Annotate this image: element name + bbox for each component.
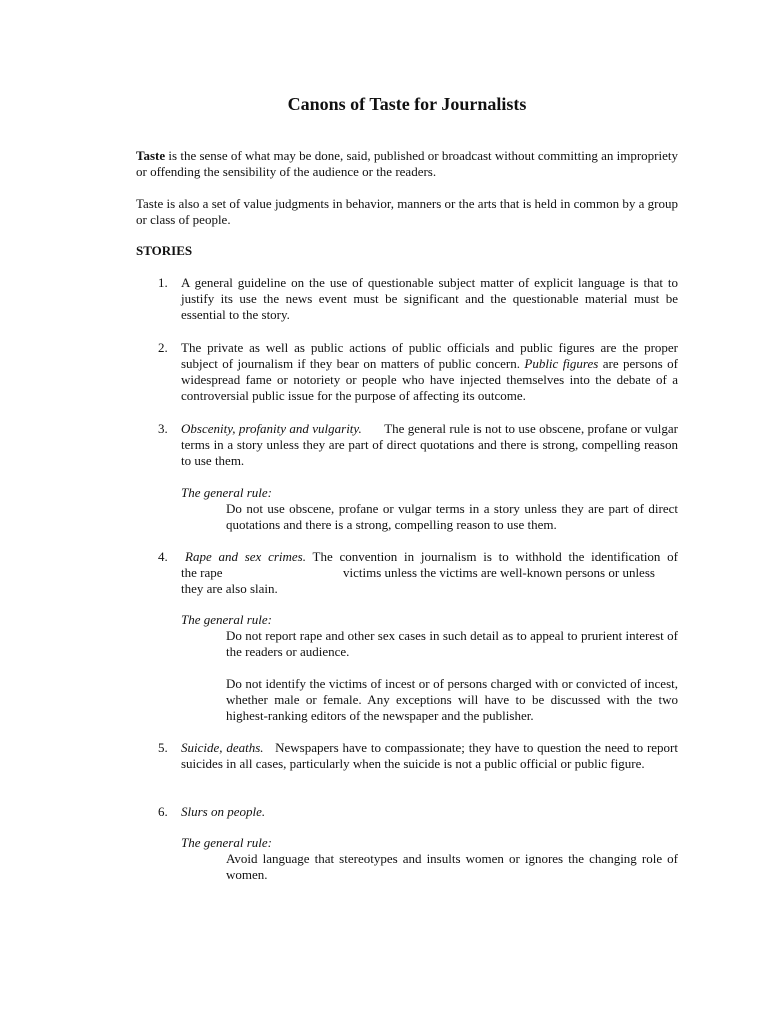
general-rule-label: The general rule: (181, 612, 272, 627)
list-item-1-text: A general guideline on the use of questionable subject matter of explicit language is that to justify its use the news event must be significant and the questionable material must be essential to the story. (181, 275, 678, 322)
item-number: 4. (158, 549, 168, 564)
list-item-6-text (181, 804, 678, 820)
intro-paragraph-1-text: is the sense of what may be done, said, published or broadcast without committing an impropriety or offending the sensibility of the audience or the readers. (136, 148, 678, 179)
list-item-4-line-3: they are also slain. (181, 581, 278, 596)
item-number: 5. (158, 740, 168, 755)
section-heading-stories: STORIES (136, 243, 193, 258)
item-number: 2. (158, 340, 168, 355)
intro-paragraph-1 (136, 148, 678, 180)
list-item-5-text (181, 740, 678, 772)
item-number: 6. (158, 804, 168, 819)
item-number: 1. (158, 275, 168, 290)
list-item-2-text-a: The private as well as public actions of public officials and public figures are the proper subject of journalism if they bear on matters of public concern. (181, 340, 678, 371)
taste-term: Taste (136, 148, 166, 163)
list-item-3-topic: Obscenity, profanity and vulgarity. (181, 421, 362, 436)
list-item-2-text-b: are persons of widespread fame or notoriety or people who have injected themselves into the debate of a controversial public issue for the purpose of affecting its outcome. (181, 356, 678, 403)
list-item-5-topic: Suicide, deaths. (181, 740, 264, 755)
general-rule-label: The general rule: (181, 835, 272, 850)
list-item-3-body: The general rule is not to use obscene, profane or vulgar terms in a story unless they are part of direct quotations and there is strong, compelling reason to use them. (181, 421, 679, 468)
list-item-6-topic: Slurs on people. (181, 804, 266, 819)
general-rule-text: Do not identify the victims of incest or of persons charged with or convicted of incest, whether male or female. Any exceptions will have to be discussed with the two highest-ranking editors of the newspaper and the publisher. (226, 676, 678, 723)
list-item-4-line-2a: the rape (181, 565, 223, 580)
intro-paragraph-2: Taste is also a set of value judgments in behavior, manners or the arts that is held in common by a group or class of people. (136, 196, 678, 227)
list-item-4-topic: Rape and sex crimes. (185, 549, 306, 564)
item-number: 3. (158, 421, 168, 436)
page-title: Canons of Taste for Journalists (287, 94, 527, 114)
list-item-4-line-1: The convention in journalism is to withhold the identification of (312, 549, 679, 564)
general-rule-text: Do not report rape and other sex cases in such detail as to appeal to prurient interest of the readers or audience. (226, 628, 678, 659)
general-rule-text: Avoid language that stereotypes and insults women or ignores the changing role of women. (226, 851, 678, 882)
list-item-4-text (181, 549, 678, 597)
list-item-4-line-2b: victims unless the victims are well-known persons or unless (343, 565, 655, 580)
general-rule-label: The general rule: (181, 485, 272, 500)
general-rule-text: Do not use obscene, profane or vulgar terms in a story unless they are part of direct quotations and there is a strong, compelling reason to use them. (226, 501, 678, 532)
public-figures-term: Public figures (524, 356, 599, 371)
list-item-5-body: Newspapers have to compassionate; they have to question the need to report suicides in all cases, particularly when the suicide is not a public official or public figure. (181, 740, 678, 771)
list-item-2-text (181, 340, 678, 404)
list-item-3-text (181, 421, 678, 469)
